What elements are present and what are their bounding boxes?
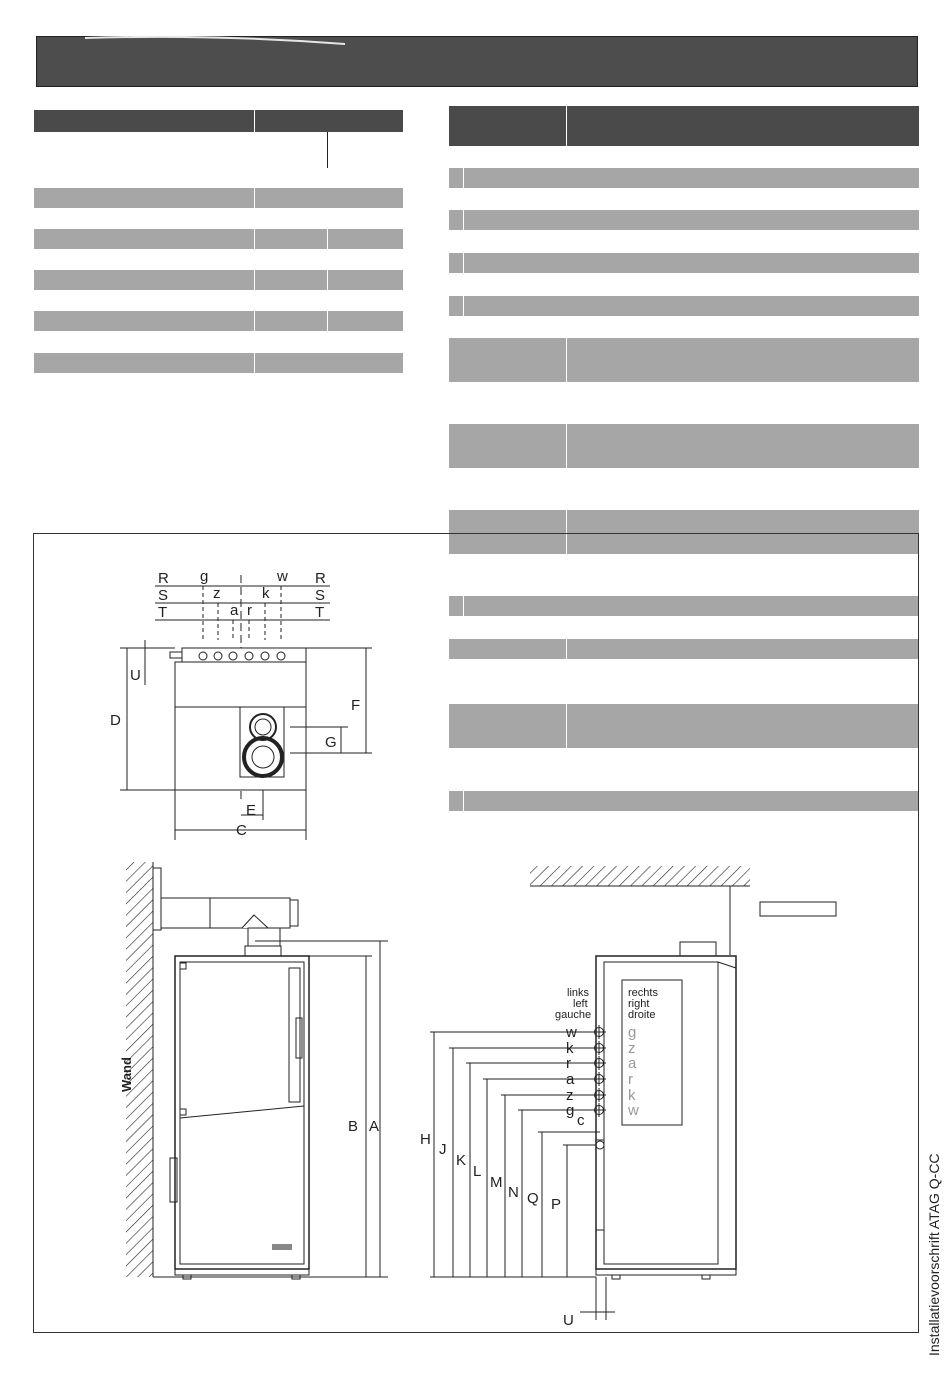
left-heading-1: links — [567, 987, 590, 999]
right-heading-3: droite — [628, 1009, 656, 1021]
label-T-left: T — [158, 604, 168, 621]
dim-label-D: D — [110, 712, 121, 729]
right-side-dimension-labels — [420, 1112, 585, 1329]
conn-right-r: r — [628, 1071, 633, 1088]
conn-left-w: w — [566, 1024, 577, 1041]
conn-right-k: k — [628, 1087, 636, 1104]
right-heading-2: right — [628, 998, 650, 1010]
label-R-left: R — [158, 570, 169, 587]
wall-label: Wand — [119, 1057, 134, 1092]
label-r: r — [247, 602, 252, 619]
wall-side-view-drawing — [126, 862, 388, 1279]
dim-label-F: F — [351, 697, 361, 714]
label-k: k — [262, 585, 270, 602]
conn-right-g: g — [628, 1024, 637, 1041]
dim-label-C: C — [236, 822, 247, 839]
conn-left-g: g — [566, 1102, 575, 1119]
right-heading-1: rechts — [628, 987, 658, 999]
label-T-right: T — [315, 604, 325, 621]
right-side-connection-labels-left — [565, 1024, 577, 1119]
conn-right-w: w — [628, 1102, 639, 1119]
conn-left-r: r — [566, 1055, 571, 1072]
label-a: a — [230, 602, 239, 619]
dim-label-L: L — [473, 1163, 482, 1180]
dim-label-c: c — [577, 1112, 585, 1129]
label-S-right: S — [315, 587, 326, 604]
left-heading-3: gauche — [555, 1009, 592, 1021]
dim-label-Q: Q — [527, 1190, 539, 1207]
label-g: g — [200, 568, 209, 585]
label-w: w — [277, 568, 288, 585]
dim-label-P: P — [551, 1196, 562, 1213]
dim-label-K: K — [456, 1152, 467, 1169]
dim-label-U: U — [130, 667, 141, 684]
conn-left-a: a — [566, 1071, 575, 1088]
side-caption — [917, 1080, 947, 1360]
label-S-left: S — [158, 587, 169, 604]
conn-right-a: a — [628, 1055, 637, 1072]
dim-label-H: H — [420, 1131, 431, 1148]
dim-label-N: N — [508, 1184, 519, 1201]
dim-label-A: A — [369, 1118, 380, 1135]
conn-right-z: z — [628, 1040, 636, 1057]
conn-left-z: z — [566, 1087, 574, 1104]
dim-label-J: J — [439, 1141, 447, 1158]
left-heading-2: left — [573, 998, 588, 1010]
dim-label-G: G — [325, 734, 337, 751]
dim-label-B: B — [348, 1118, 359, 1135]
document-title-vertical: Installatievoorschrift ATAG Q-CC — [926, 1153, 942, 1356]
label-R-right: R — [315, 570, 326, 587]
conn-left-k: k — [566, 1040, 574, 1057]
dim-label-U-bottom: U — [563, 1312, 574, 1329]
dim-label-M: M — [490, 1174, 503, 1191]
label-z: z — [213, 585, 221, 602]
dim-label-E: E — [246, 802, 257, 819]
